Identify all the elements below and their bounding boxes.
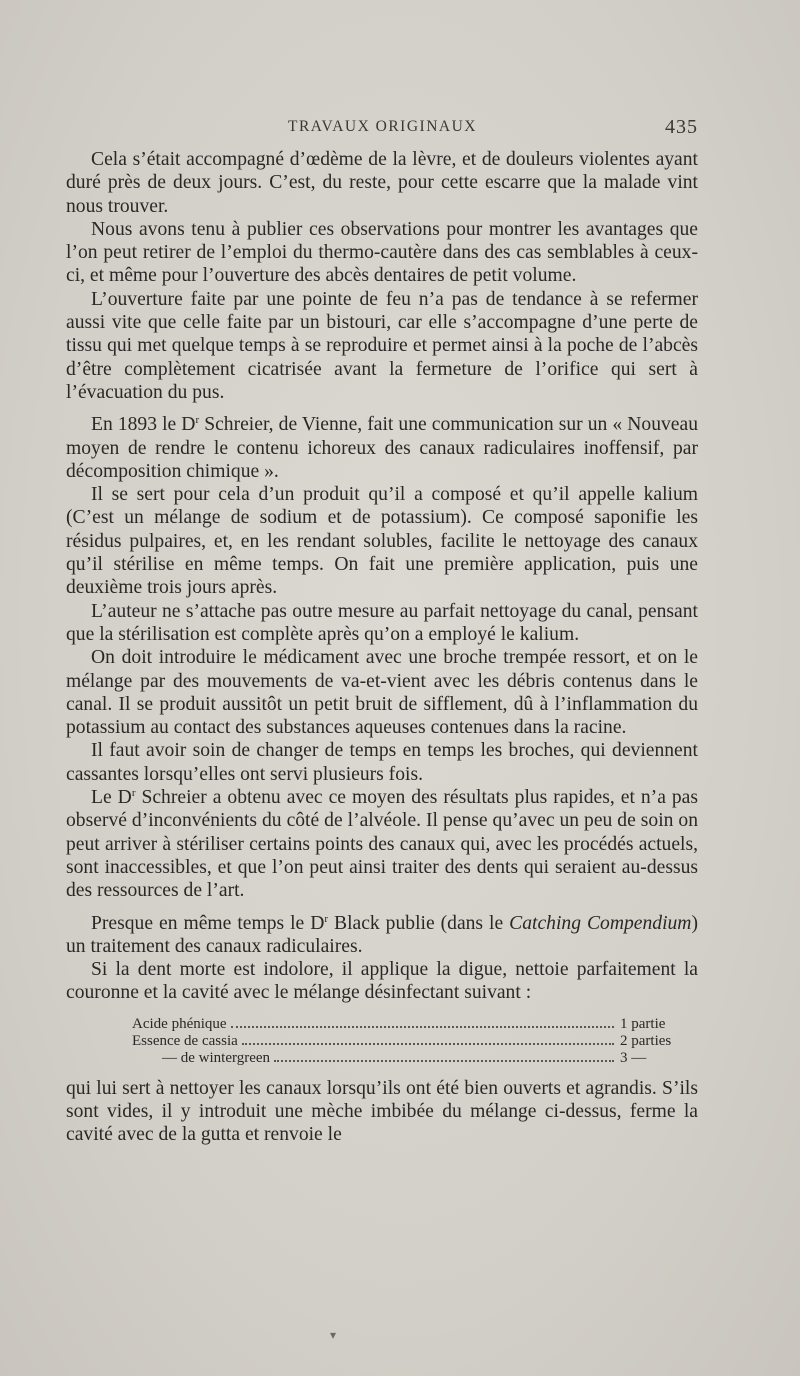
paragraph-7: On doit introduire le médicament avec une broche trempée ressort, et on le mélange par des mouvements de va-et-vient avec les débris contenus dans le canal. Il se produit aussitôt un petit bruit de sifflement, dû à l’inflammation du potassium au contact des substances aqueuses contenues dans la racine. [66, 647, 698, 739]
recipe-row [132, 1016, 692, 1033]
paragraph-12: qui lui sert à nettoyer les canaux lorsqu’ils ont été bien ouverts et agrandis. S’ils sont vides, il y introduit une mèche imbibée du mélange ci-dessus, ferme la cavité avec de la gutta et renvoie le [66, 1077, 698, 1146]
dot-leader [242, 1043, 614, 1045]
book-page [66, 118, 698, 1147]
recipe-row [132, 1050, 692, 1067]
paragraph-3: L’ouverture faite par une pointe de feu n’a pas de tendance à se refermer aussi vite que celle faite par un bistouri, car elle s’accompagne d’une perte de tissu qui met quelque temps à se reproduire et permet ainsi à la poche de l’abcès d’être complètement cicatrisée avant la fermeture de l’orifice qui sert à l’évacuation du pus. [66, 288, 698, 403]
paragraph-1: Cela s’était accompagné d’œdème de la lèvre, et de douleurs violentes ayant duré près de deux jours. C’est, du reste, pour cette escarre que la malade vint nous trouver. [66, 149, 698, 217]
paragraph-9 [66, 786, 698, 902]
paragraph-9-rest: Schreier a obtenu avec ce moyen des résultats plus rapides, et n’a pas observé d’inconvénients du côté de l’alvéole. Il pense qu’avec un peu de soin on peut arriver à stériliser certains points des canaux qui, avec les procédés actuels, sont inaccessibles, et que l’on peut ainsi traiter des dents qui seraient au-dessus des ressources de l’art. [66, 787, 698, 902]
paragraph-8: Il faut avoir soin de changer de temps en temps les broches, qui deviennent cassantes lorsqu’elles ont servi plusieurs fois. [66, 740, 698, 785]
paragraph-6: L’auteur ne s’attache pas outre mesure au parfait nettoyage du canal, pensant que la stérilisation est complète après qu’on a employé le kalium. [66, 600, 698, 645]
paragraph-11: Si la dent morte est indolore, il applique la digue, nettoie parfaitement la couronne et la cavité avec le mélange désinfectant suivant : [66, 959, 698, 1004]
paragraph-10-start: Presque en même temps le D [91, 912, 325, 934]
paragraph-2: Nous avons tenu à publier ces observations pour montrer les avantages que l’on peut retirer de l’emploi du thermo-cautère dans des cas semblables à ceux-ci, et même pour l’ouverture des abcès dentaires de petit volume. [66, 218, 698, 287]
paragraph-10-rest: ) un traitement des canaux radiculaires. [66, 912, 698, 957]
page-number: 435 [665, 116, 698, 138]
recipe-quantity: 1 partie [620, 1015, 666, 1032]
running-title: TRAVAUX ORIGINAUX [288, 118, 477, 135]
paragraph-10 [66, 912, 698, 959]
recipe-ingredient: Essence de cassia [132, 1032, 238, 1049]
paragraph-9-start: Le D [91, 787, 132, 809]
paragraph-10-mid: Black publie (dans le [328, 912, 510, 934]
paragraph-4-start: En 1893 le D [91, 414, 196, 436]
recipe-table [132, 1016, 692, 1067]
paragraph-4-rest: Schreier, de Vienne, fait une communication sur un « Nouveau moyen de rendre le contenu ichoreux des canaux radiculaires inoffensif, par décomposition chimique ». [66, 414, 698, 482]
page-header [66, 118, 698, 138]
recipe-ingredient: Acide phénique [132, 1015, 227, 1032]
paragraph-5: Il se sert pour cela d’un produit qu’il a composé et qu’il appelle kalium (C’est un mélange de sodium et de potassium). Ce composé saponifie les résidus pulpaires, et, en les rendant solubles, facilite le nettoyage des canaux qu’il stérilise en même temps. On fait une première application, puis une deuxième trois jours après. [66, 484, 698, 599]
superscript-r: r [195, 414, 200, 427]
superscript-r: r [324, 912, 329, 925]
recipe-row [132, 1033, 692, 1050]
dot-leader [274, 1060, 614, 1062]
recipe-quantity: 2 parties [620, 1032, 672, 1049]
dot-leader [231, 1026, 614, 1028]
journal-title: Catching Compendium [509, 912, 692, 934]
recipe-ingredient: — de wintergreen [162, 1049, 271, 1066]
recipe-quantity: 3 — [620, 1049, 647, 1066]
paragraph-4 [66, 413, 698, 483]
superscript-r: r [131, 787, 136, 800]
ornament-mark-icon: ▾ [330, 1328, 337, 1342]
